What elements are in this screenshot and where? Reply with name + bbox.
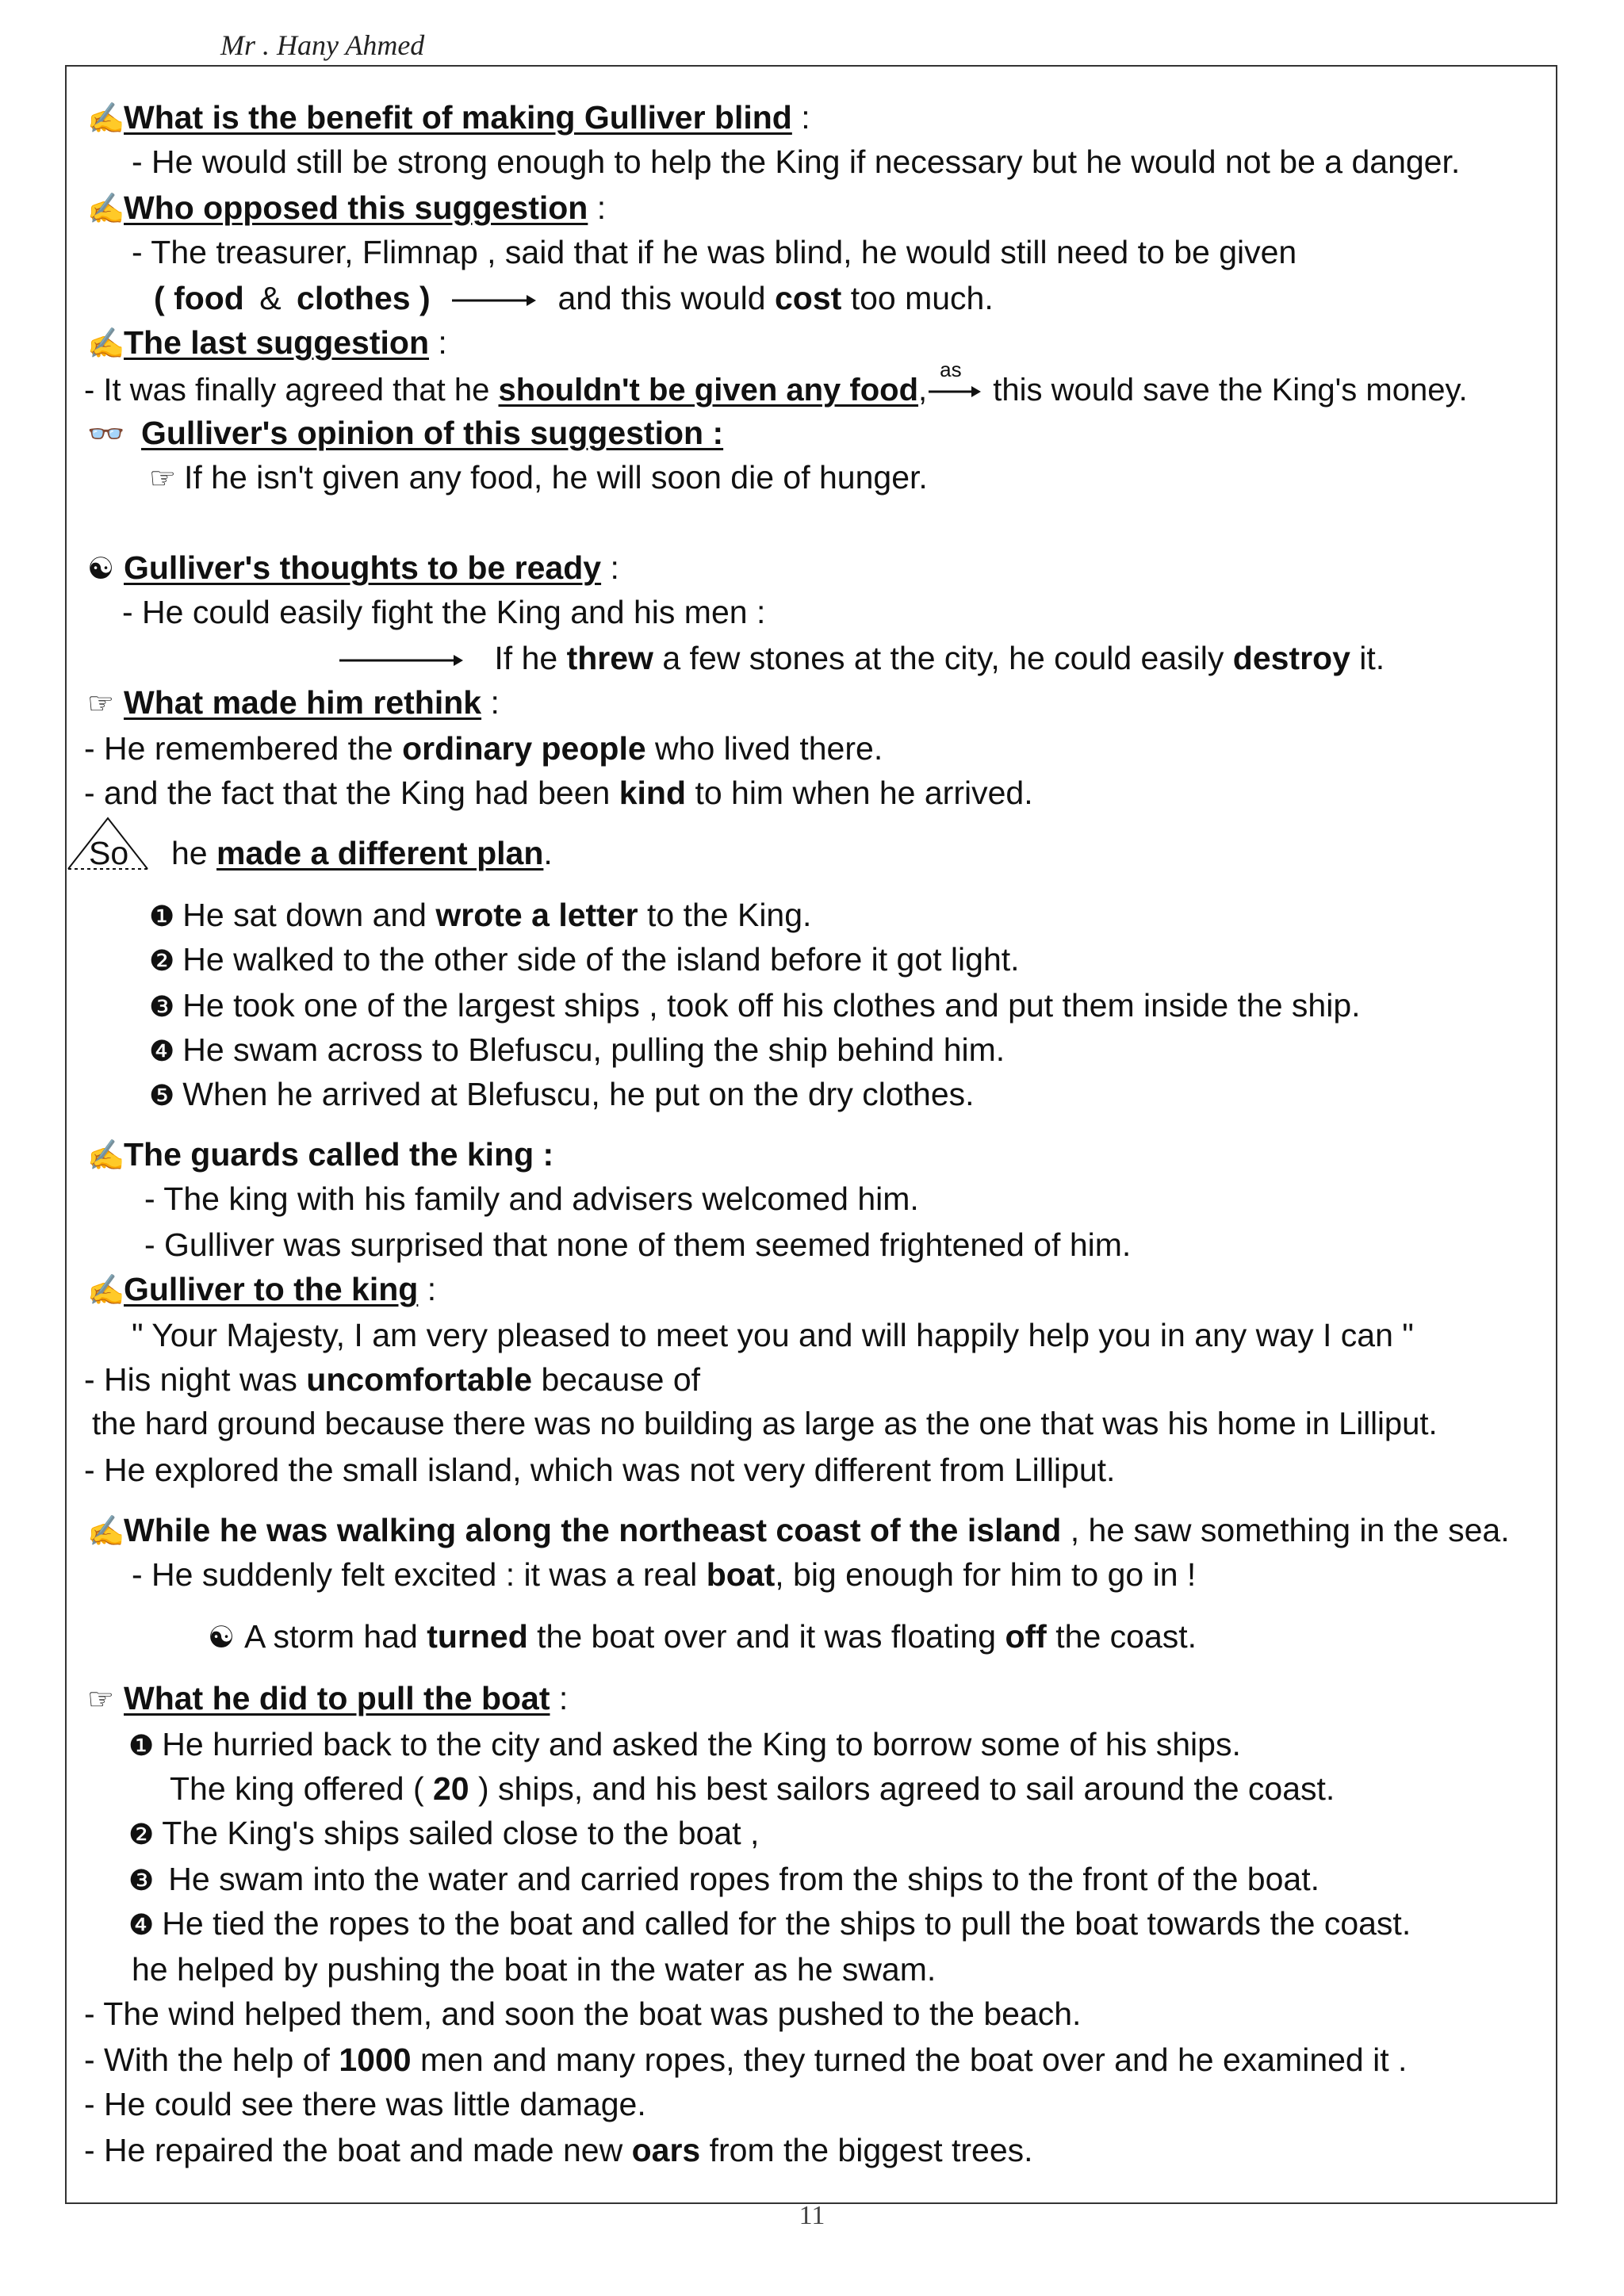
plan-step-1: ❶ He sat down and wrote a letter to the King. [149,897,812,933]
answer-last-suggestion: - It was finally agreed that he shouldn't be given any food, as this would save the King's money. [84,371,1468,409]
plan-step-2: ❷ He walked to the other side of the island before it got light. [149,941,1020,978]
pull-step-1: ❶ He hurried back to the city and asked the King to borrow some of his ships. [128,1726,1241,1762]
number-3-icon: ❸ [149,990,175,1023]
night-uncomfortable: - His night was uncomfortable because of [84,1361,701,1398]
answer-real-boat: - He suddenly felt excited : it was a real boat, big enough for him to go in ! [132,1556,1197,1593]
different-plan: he made a different plan. [171,835,553,871]
question-rethink: ☞ What made him rethink : [87,683,500,723]
question-northeast-coast: ✍While he was walking along the northeast coast of the island , he saw something in the sea. [87,1511,1510,1551]
question-gulliver-opinion: 👓 Gulliver's opinion of this suggestion : [87,414,723,453]
number-1-icon: ❶ [128,1729,155,1762]
number-4-icon: ❹ [149,1035,175,1067]
plan-step-3: ❸ He took one of the largest ships , took off his clothes and put them inside the ship. [149,987,1361,1024]
pointing-hand-icon: ☞ [149,462,177,496]
quote-majesty: " Your Majesty, I am very pleased to meet you and will happily help you in any way I can " [132,1317,1414,1353]
answer-welcomed: - The king with his family and advisers welcomed him. [144,1181,919,1217]
pull-step-4b: he helped by pushing the boat in the water as he swam. [132,1951,936,1988]
writing-hand-icon: ✍ [87,102,125,136]
question-who-opposed: ✍Who opposed this suggestion : [87,189,606,228]
arrow-icon [338,652,465,668]
storm-turned-boat: ☯ A storm had turned the boat over and it was floating off the coast. [208,1617,1197,1657]
number-2-icon: ❷ [128,1818,155,1850]
pull-step-4: ❹ He tied the ropes to the boat and called for the ships to pull the boat towards the coast. [128,1905,1411,1942]
answer-treasurer: - The treasurer, Flimnap , said that if he was blind, he would still need to be given [132,234,1297,270]
writing-hand-icon: ✍ [87,327,125,361]
question-gulliver-to-king: ✍Gulliver to the king : [87,1270,436,1310]
writing-hand-icon: ✍ [87,1515,125,1548]
pull-step-1b: The king offered ( 20 ) ships, and his best sailors agreed to sail around the coast. [170,1770,1335,1807]
number-4-icon: ❹ [128,1908,155,1941]
answer-throw-stones: If he threw a few stones at the city, he could easily destroy it. [338,639,1385,677]
so-label: So [89,835,129,871]
page-number: 11 [799,2201,825,2230]
question-last-suggestion: ✍The last suggestion : [87,323,447,363]
question-thoughts-ready: ☯ Gulliver's thoughts to be ready : [87,549,619,588]
number-5-icon: ❺ [149,1079,175,1112]
yin-yang-icon: ☯ [87,553,115,586]
little-damage: - He could see there was little damage. [84,2086,646,2122]
yin-yang-icon: ☯ [208,1621,236,1655]
answer-benefit-blind: - He would still be strong enough to help the King if necessary but he would not be a danger. [132,144,1461,180]
as-label: as [940,358,962,381]
number-1-icon: ❶ [149,900,175,932]
answer-gulliver-opinion: ☞ If he isn't given any food, he will soon die of hunger. [149,458,928,498]
number-2-icon: ❷ [149,944,175,977]
answer-king-kind: - and the fact that the King had been kind to him when he arrived. [84,775,1033,811]
help-1000-men: - With the help of 1000 men and many ropes, they turned the boat over and he examined it . [84,2042,1408,2078]
pull-step-2: ❷ The King's ships sailed close to the boat , [128,1815,760,1851]
writing-hand-icon: ✍ [87,193,125,226]
arrow-icon [450,293,538,308]
night-hard-ground: the hard ground because there was no building as large as the one that was his home in Lilliput. [92,1406,1438,1441]
repaired-boat: - He repaired the boat and made new oars from the biggest trees. [84,2132,1033,2168]
plan-step-5: ❺ When he arrived at Blefuscu, he put on the dry clothes. [149,1076,975,1112]
header-author: Mr . Hany Ahmed [220,29,425,61]
glasses-icon: 👓 [87,418,125,451]
explored-island: - He explored the small island, which was not very different from Lilliput. [84,1452,1116,1488]
question-guards: ✍The guards called the king : [87,1135,553,1175]
answer-food-clothes: ( food & clothes ) and this would cost too much. [154,280,994,316]
wind-helped: - The wind helped them, and soon the boat was pushed to the beach. [84,1996,1082,2032]
answer-fight-king: - He could easily fight the King and his men : [122,594,766,630]
number-3-icon: ❸ [128,1864,155,1896]
pull-step-3: ❸ He swam into the water and carried ropes from the ships to the front of the boat. [128,1861,1320,1897]
question-pull-boat: ☞ What he did to pull the boat : [87,1679,568,1719]
pointing-hand-icon: ☞ [87,687,115,721]
writing-hand-icon: ✍ [87,1139,125,1173]
pointing-hand-icon: ☞ [87,1683,115,1716]
question-benefit-blind: ✍What is the benefit of making Gulliver blind : [87,98,810,138]
answer-ordinary-people: - He remembered the ordinary people who lived there. [84,730,883,767]
writing-hand-icon: ✍ [87,1274,125,1307]
answer-surprised: - Gulliver was surprised that none of them seemed frightened of him. [144,1226,1132,1263]
plan-step-4: ❹ He swam across to Blefuscu, pulling the ship behind him. [149,1031,1005,1068]
